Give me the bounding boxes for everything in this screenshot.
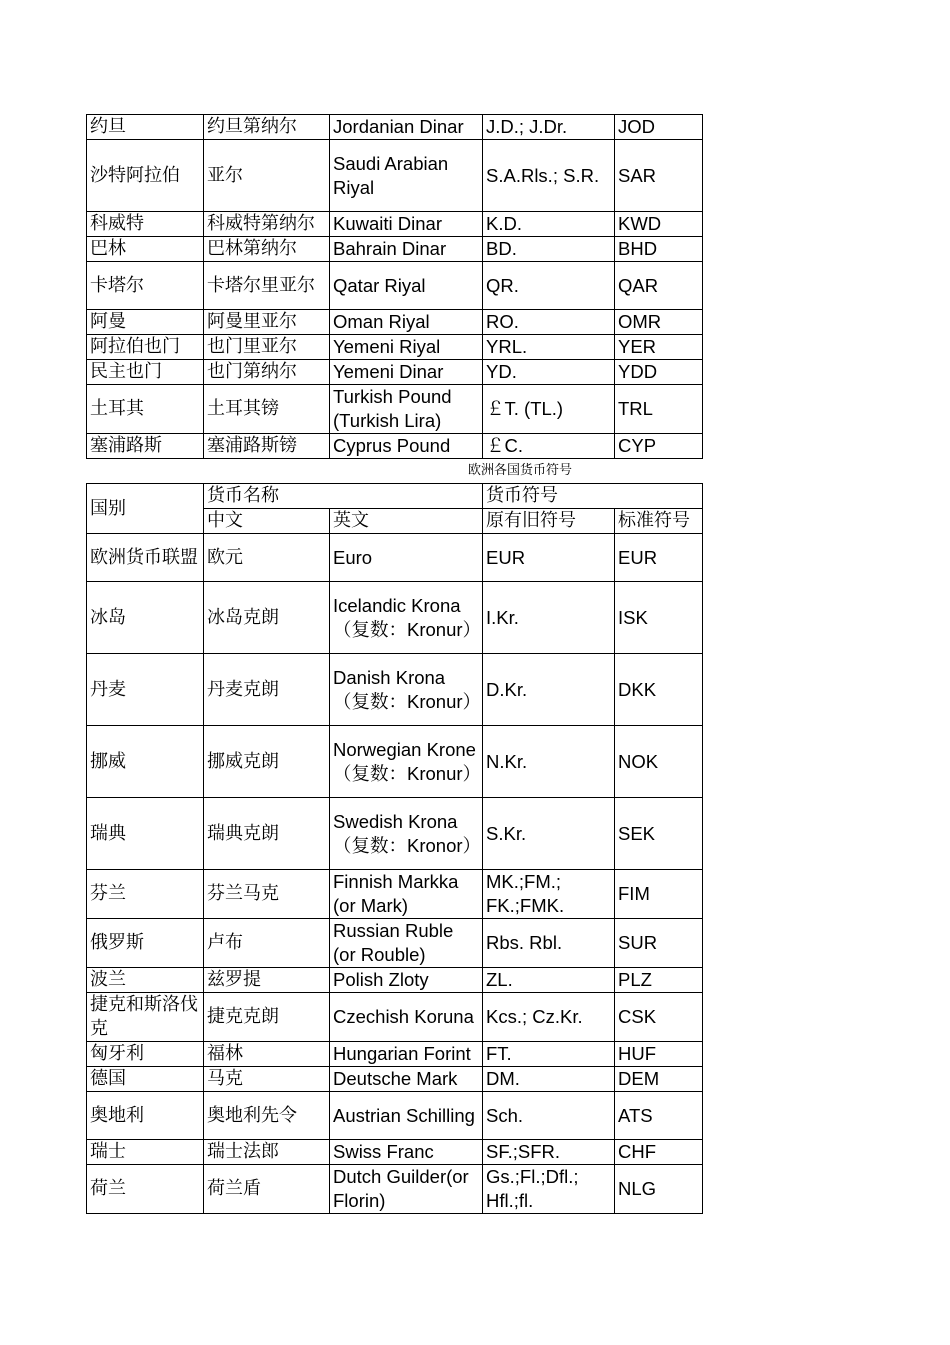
- currency-name-zh-cell: 塞浦路斯镑: [204, 434, 330, 459]
- table-row: [87, 1092, 703, 1140]
- std-symbol-cell: FIM: [615, 870, 703, 919]
- table-row: [87, 310, 703, 335]
- country-cell: 俄罗斯: [87, 919, 204, 968]
- middle-east-table-body: [87, 115, 703, 459]
- country-cell: 塞浦路斯: [87, 434, 204, 459]
- old-symbol-cell: QR.: [483, 262, 615, 310]
- currency-name-zh-cell: 荷兰盾: [204, 1165, 330, 1214]
- table-row: [87, 993, 703, 1042]
- country-cell: 匈牙利: [87, 1042, 204, 1067]
- table-row: [87, 870, 703, 919]
- currency-name-zh-cell: 瑞典克朗: [204, 798, 330, 870]
- std-symbol-cell: TRL: [615, 385, 703, 434]
- table-row: [87, 262, 703, 310]
- table-row: [87, 1067, 703, 1092]
- table-row: [87, 335, 703, 360]
- old-symbol-cell: DM.: [483, 1067, 615, 1092]
- old-symbol-cell: K.D.: [483, 212, 615, 237]
- country-cell: 挪威: [87, 726, 204, 798]
- europe-table-caption: 欧洲各国货币符号: [468, 463, 573, 478]
- std-symbol-cell: DKK: [615, 654, 703, 726]
- currency-name-zh-cell: 约旦第纳尔: [204, 115, 330, 140]
- old-symbol-cell: S.A.Rls.; S.R.: [483, 140, 615, 212]
- old-symbol-cell: Rbs. Rbl.: [483, 919, 615, 968]
- currency-name-en-cell: Saudi Arabian Riyal: [330, 140, 483, 212]
- europe-currency-table: [86, 483, 703, 1214]
- old-symbol-cell: ￡C.: [483, 434, 615, 459]
- table-row: [87, 237, 703, 262]
- std-symbol-cell: EUR: [615, 534, 703, 582]
- currency-name-zh-cell: 欧元: [204, 534, 330, 582]
- currency-name-en-cell: Finnish Markka (or Mark): [330, 870, 483, 919]
- table-row: [87, 360, 703, 385]
- std-symbol-cell: ISK: [615, 582, 703, 654]
- currency-name-en-cell: Danish Krona （复数：Kronur）: [330, 654, 483, 726]
- header-currency-name: 货币名称: [204, 484, 483, 509]
- old-symbol-cell: EUR: [483, 534, 615, 582]
- currency-name-zh-cell: 亚尔: [204, 140, 330, 212]
- table-row: [87, 115, 703, 140]
- currency-name-en-cell: Czechish Koruna: [330, 993, 483, 1042]
- header-country: 国别: [87, 484, 204, 534]
- currency-name-en-cell: Swedish Krona （复数：Kronor）: [330, 798, 483, 870]
- old-symbol-cell: FT.: [483, 1042, 615, 1067]
- currency-name-zh-cell: 福林: [204, 1042, 330, 1067]
- currency-name-zh-cell: 捷克克朗: [204, 993, 330, 1042]
- currency-name-zh-cell: 也门第纳尔: [204, 360, 330, 385]
- country-cell: 巴林: [87, 237, 204, 262]
- header-currency-symbol: 货币符号: [483, 484, 703, 509]
- currency-name-en-cell: Yemeni Riyal: [330, 335, 483, 360]
- old-symbol-cell: S.Kr.: [483, 798, 615, 870]
- old-symbol-cell: ￡T. (TL.): [483, 385, 615, 434]
- std-symbol-cell: SAR: [615, 140, 703, 212]
- std-symbol-cell: NLG: [615, 1165, 703, 1214]
- std-symbol-cell: KWD: [615, 212, 703, 237]
- country-cell: 瑞典: [87, 798, 204, 870]
- std-symbol-cell: CYP: [615, 434, 703, 459]
- table-row: [87, 385, 703, 434]
- currency-sheet: [86, 114, 702, 1214]
- currency-name-en-cell: Qatar Riyal: [330, 262, 483, 310]
- table-row: [87, 968, 703, 993]
- currency-name-en-cell: Norwegian Krone（复数：Kronur）: [330, 726, 483, 798]
- header-english: 英文: [330, 509, 483, 534]
- currency-name-zh-cell: 卢布: [204, 919, 330, 968]
- currency-name-zh-cell: 丹麦克朗: [204, 654, 330, 726]
- currency-name-en-cell: Swiss Franc: [330, 1140, 483, 1165]
- std-symbol-cell: BHD: [615, 237, 703, 262]
- europe-table-body: [87, 534, 703, 1214]
- old-symbol-cell: D.Kr.: [483, 654, 615, 726]
- country-cell: 民主也门: [87, 360, 204, 385]
- country-cell: 土耳其: [87, 385, 204, 434]
- table-row: [87, 1140, 703, 1165]
- table-row: [87, 582, 703, 654]
- std-symbol-cell: SUR: [615, 919, 703, 968]
- country-cell: 科威特: [87, 212, 204, 237]
- old-symbol-cell: Sch.: [483, 1092, 615, 1140]
- table-row: [87, 534, 703, 582]
- currency-name-en-cell: Euro: [330, 534, 483, 582]
- std-symbol-cell: SEK: [615, 798, 703, 870]
- old-symbol-cell: Kcs.; Cz.Kr.: [483, 993, 615, 1042]
- std-symbol-cell: PLZ: [615, 968, 703, 993]
- table-row: [87, 726, 703, 798]
- old-symbol-cell: N.Kr.: [483, 726, 615, 798]
- old-symbol-cell: RO.: [483, 310, 615, 335]
- header-row-top: [87, 484, 703, 509]
- europe-table-header: [87, 484, 703, 534]
- header-chinese: 中文: [204, 509, 330, 534]
- country-cell: 芬兰: [87, 870, 204, 919]
- currency-name-en-cell: Oman Riyal: [330, 310, 483, 335]
- currency-name-zh-cell: 芬兰马克: [204, 870, 330, 919]
- country-cell: 瑞士: [87, 1140, 204, 1165]
- table-row: [87, 654, 703, 726]
- country-cell: 约旦: [87, 115, 204, 140]
- std-symbol-cell: CHF: [615, 1140, 703, 1165]
- currency-name-en-cell: Russian Ruble (or Rouble): [330, 919, 483, 968]
- std-symbol-cell: OMR: [615, 310, 703, 335]
- old-symbol-cell: YRL.: [483, 335, 615, 360]
- table-row: [87, 140, 703, 212]
- country-cell: 德国: [87, 1067, 204, 1092]
- old-symbol-cell: MK.;FM.; FK.;FMK.: [483, 870, 615, 919]
- country-cell: 奥地利: [87, 1092, 204, 1140]
- country-cell: 欧洲货币联盟: [87, 534, 204, 582]
- country-cell: 丹麦: [87, 654, 204, 726]
- currency-name-en-cell: Jordanian Dinar: [330, 115, 483, 140]
- currency-name-en-cell: Kuwaiti Dinar: [330, 212, 483, 237]
- country-cell: 阿拉伯也门: [87, 335, 204, 360]
- table-row: [87, 798, 703, 870]
- currency-name-en-cell: Cyprus Pound: [330, 434, 483, 459]
- old-symbol-cell: J.D.; J.Dr.: [483, 115, 615, 140]
- currency-name-zh-cell: 挪威克朗: [204, 726, 330, 798]
- table-row: [87, 1165, 703, 1214]
- table-row: [87, 434, 703, 459]
- currency-name-en-cell: Polish Zloty: [330, 968, 483, 993]
- country-cell: 沙特阿拉伯: [87, 140, 204, 212]
- std-symbol-cell: YDD: [615, 360, 703, 385]
- old-symbol-cell: YD.: [483, 360, 615, 385]
- currency-name-en-cell: Hungarian Forint: [330, 1042, 483, 1067]
- currency-name-zh-cell: 马克: [204, 1067, 330, 1092]
- table-row: [87, 1042, 703, 1067]
- currency-name-zh-cell: 巴林第纳尔: [204, 237, 330, 262]
- currency-name-zh-cell: 阿曼里亚尔: [204, 310, 330, 335]
- table-row: [87, 212, 703, 237]
- std-symbol-cell: CSK: [615, 993, 703, 1042]
- currency-name-zh-cell: 奥地利先令: [204, 1092, 330, 1140]
- currency-name-zh-cell: 土耳其镑: [204, 385, 330, 434]
- currency-name-en-cell: Yemeni Dinar: [330, 360, 483, 385]
- old-symbol-cell: Gs.;Fl.;Dfl.; Hfl.;fl.: [483, 1165, 615, 1214]
- old-symbol-cell: ZL.: [483, 968, 615, 993]
- currency-name-zh-cell: 也门里亚尔: [204, 335, 330, 360]
- std-symbol-cell: HUF: [615, 1042, 703, 1067]
- old-symbol-cell: BD.: [483, 237, 615, 262]
- old-symbol-cell: SF.;SFR.: [483, 1140, 615, 1165]
- currency-name-zh-cell: 冰岛克朗: [204, 582, 330, 654]
- old-symbol-cell: I.Kr.: [483, 582, 615, 654]
- header-old-symbol: 原有旧符号: [483, 509, 615, 534]
- table-row: [87, 919, 703, 968]
- country-cell: 荷兰: [87, 1165, 204, 1214]
- middle-east-currency-table: [86, 114, 703, 459]
- currency-name-en-cell: Bahrain Dinar: [330, 237, 483, 262]
- country-cell: 捷克和斯洛伐克: [87, 993, 204, 1042]
- currency-name-en-cell: Icelandic Krona （复数：Kronur）: [330, 582, 483, 654]
- currency-name-en-cell: Turkish Pound (Turkish Lira): [330, 385, 483, 434]
- std-symbol-cell: NOK: [615, 726, 703, 798]
- currency-name-zh-cell: 兹罗提: [204, 968, 330, 993]
- std-symbol-cell: DEM: [615, 1067, 703, 1092]
- currency-name-en-cell: Austrian Schilling: [330, 1092, 483, 1140]
- currency-name-zh-cell: 卡塔尔里亚尔: [204, 262, 330, 310]
- header-std-symbol: 标准符号: [615, 509, 703, 534]
- country-cell: 波兰: [87, 968, 204, 993]
- country-cell: 冰岛: [87, 582, 204, 654]
- std-symbol-cell: ATS: [615, 1092, 703, 1140]
- currency-name-en-cell: Dutch Guilder(or Florin): [330, 1165, 483, 1214]
- std-symbol-cell: QAR: [615, 262, 703, 310]
- std-symbol-cell: YER: [615, 335, 703, 360]
- std-symbol-cell: JOD: [615, 115, 703, 140]
- currency-name-zh-cell: 瑞士法郎: [204, 1140, 330, 1165]
- currency-name-zh-cell: 科威特第纳尔: [204, 212, 330, 237]
- country-cell: 阿曼: [87, 310, 204, 335]
- country-cell: 卡塔尔: [87, 262, 204, 310]
- currency-name-en-cell: Deutsche Mark: [330, 1067, 483, 1092]
